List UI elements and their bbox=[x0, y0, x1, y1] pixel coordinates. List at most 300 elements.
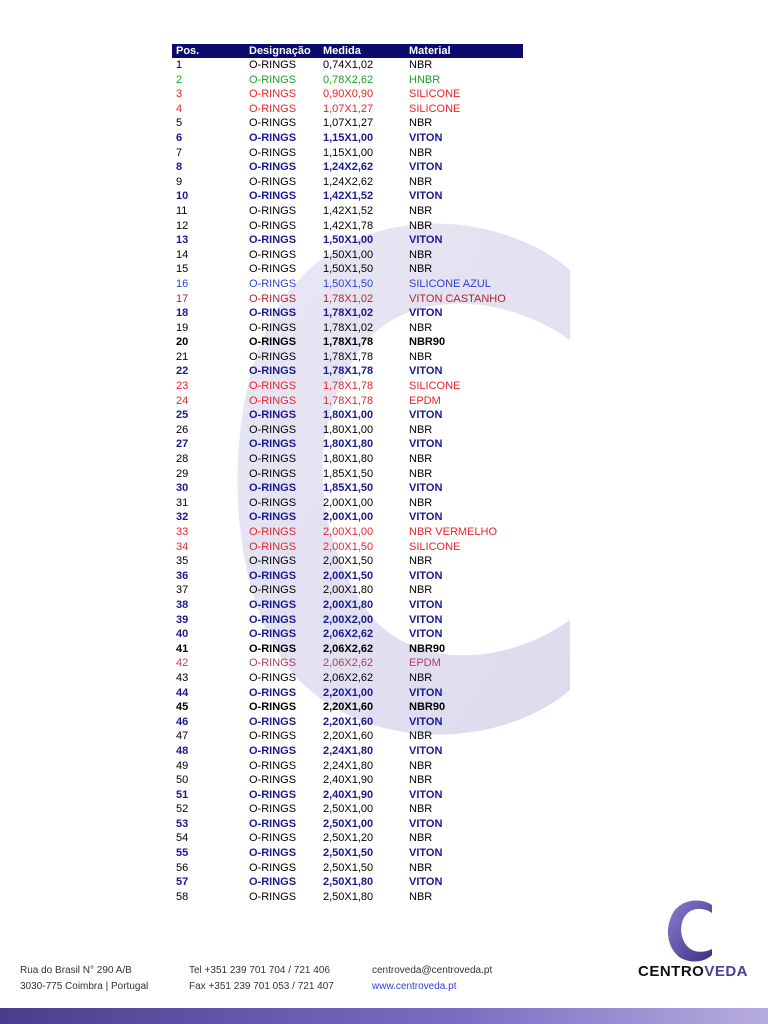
row-pos: 20 bbox=[176, 336, 189, 349]
row-designacao: O-RINGS bbox=[249, 774, 297, 787]
row-designacao: O-RINGS bbox=[249, 102, 297, 115]
row-medida: 1,42X1,52 bbox=[323, 204, 374, 217]
table-row bbox=[172, 364, 523, 379]
row-designacao: O-RINGS bbox=[249, 117, 297, 130]
row-designacao: O-RINGS bbox=[249, 730, 297, 743]
row-designacao: O-RINGS bbox=[249, 277, 297, 290]
row-designacao: O-RINGS bbox=[249, 467, 297, 480]
row-pos: 48 bbox=[176, 744, 189, 757]
row-medida: 1,50X1,50 bbox=[323, 277, 374, 290]
row-designacao: O-RINGS bbox=[249, 380, 297, 393]
table-row bbox=[172, 175, 523, 190]
row-designacao: O-RINGS bbox=[249, 628, 297, 641]
bottom-gradient-bar bbox=[0, 1008, 768, 1024]
row-material: VITON bbox=[409, 715, 443, 728]
table-row bbox=[172, 233, 523, 248]
row-pos: 38 bbox=[176, 598, 189, 611]
table-row bbox=[172, 554, 523, 569]
table-row bbox=[172, 759, 523, 774]
row-pos: 5 bbox=[176, 117, 183, 130]
row-pos: 15 bbox=[176, 263, 189, 276]
row-pos: 18 bbox=[176, 307, 189, 320]
row-medida: 2,50X1,50 bbox=[323, 861, 374, 874]
row-designacao: O-RINGS bbox=[249, 817, 297, 830]
row-material: SILICONE AZUL bbox=[409, 277, 491, 290]
row-medida: 1,78X1,78 bbox=[323, 380, 374, 393]
row-material: SILICONE bbox=[409, 102, 461, 115]
row-designacao: O-RINGS bbox=[249, 321, 297, 334]
row-designacao: O-RINGS bbox=[249, 248, 297, 261]
table-row bbox=[172, 715, 523, 730]
row-material: VITON bbox=[409, 817, 443, 830]
table-row bbox=[172, 423, 523, 438]
table-row bbox=[172, 583, 523, 598]
row-medida: 2,00X1,00 bbox=[323, 496, 374, 509]
table-row bbox=[172, 321, 523, 336]
row-pos: 14 bbox=[176, 248, 189, 261]
row-material: NBR bbox=[409, 730, 433, 743]
table-row bbox=[172, 350, 523, 365]
row-medida: 1,80X1,00 bbox=[323, 409, 374, 422]
row-material: NBR90 bbox=[409, 642, 446, 655]
row-medida: 2,00X1,50 bbox=[323, 569, 374, 582]
table-row bbox=[172, 875, 523, 890]
row-designacao: O-RINGS bbox=[249, 438, 297, 451]
row-pos: 37 bbox=[176, 584, 189, 597]
header-material: Material bbox=[409, 45, 451, 57]
table-row bbox=[172, 642, 523, 657]
centroveda-logo bbox=[628, 899, 758, 989]
row-material: SILICONE bbox=[409, 88, 461, 101]
table-row bbox=[172, 525, 523, 540]
row-pos: 34 bbox=[176, 540, 189, 553]
row-designacao: O-RINGS bbox=[249, 336, 297, 349]
address-line-1: Rua do Brasil N° 290 A/B bbox=[20, 965, 132, 976]
row-medida: 1,42X1,52 bbox=[323, 190, 374, 203]
row-pos: 24 bbox=[176, 394, 189, 407]
row-pos: 16 bbox=[176, 277, 189, 290]
row-material: NBR bbox=[409, 350, 433, 363]
row-material: VITON bbox=[409, 876, 443, 889]
row-material: VITON CASTANHO bbox=[409, 292, 506, 305]
row-designacao: O-RINGS bbox=[249, 263, 297, 276]
row-medida: 1,50X1,50 bbox=[323, 263, 374, 276]
row-medida: 0,78X2,62 bbox=[323, 73, 374, 86]
row-designacao: O-RINGS bbox=[249, 642, 297, 655]
table-row bbox=[172, 131, 523, 146]
row-material: NBR bbox=[409, 803, 433, 816]
row-pos: 22 bbox=[176, 365, 189, 378]
row-pos: 43 bbox=[176, 671, 189, 684]
row-designacao: O-RINGS bbox=[249, 292, 297, 305]
row-material: NBR bbox=[409, 453, 433, 466]
table-row bbox=[172, 73, 523, 88]
table-row bbox=[172, 277, 523, 292]
row-medida: 1,78X1,78 bbox=[323, 365, 374, 378]
row-material: VITON bbox=[409, 438, 443, 451]
row-pos: 8 bbox=[176, 161, 183, 174]
row-material: NBR bbox=[409, 423, 433, 436]
row-pos: 32 bbox=[176, 511, 189, 524]
row-medida: 2,06X2,62 bbox=[323, 671, 374, 684]
row-pos: 49 bbox=[176, 759, 189, 772]
row-material: VITON bbox=[409, 482, 443, 495]
row-medida: 1,80X1,80 bbox=[323, 438, 374, 451]
row-medida: 1,85X1,50 bbox=[323, 467, 374, 480]
row-material: NBR bbox=[409, 555, 433, 568]
row-material: VITON bbox=[409, 365, 443, 378]
row-material: NBR bbox=[409, 861, 433, 874]
logo-c-icon bbox=[666, 899, 714, 963]
row-designacao: O-RINGS bbox=[249, 423, 297, 436]
row-medida: 1,78X1,02 bbox=[323, 307, 374, 320]
row-pos: 54 bbox=[176, 832, 189, 845]
row-material: NBR bbox=[409, 584, 433, 597]
logo-text-veda: VEDA bbox=[704, 963, 749, 980]
row-medida: 2,50X1,00 bbox=[323, 803, 374, 816]
row-medida: 2,40X1,90 bbox=[323, 774, 374, 787]
table-row bbox=[172, 496, 523, 511]
row-medida: 2,20X1,00 bbox=[323, 686, 374, 699]
row-designacao: O-RINGS bbox=[249, 73, 297, 86]
row-pos: 36 bbox=[176, 569, 189, 582]
row-designacao: O-RINGS bbox=[249, 759, 297, 772]
row-medida: 2,24X1,80 bbox=[323, 759, 374, 772]
row-medida: 2,24X1,80 bbox=[323, 744, 374, 757]
row-designacao: O-RINGS bbox=[249, 890, 297, 903]
row-pos: 40 bbox=[176, 628, 189, 641]
row-medida: 2,20X1,60 bbox=[323, 730, 374, 743]
row-medida: 1,07X1,27 bbox=[323, 117, 374, 130]
table-row bbox=[172, 656, 523, 671]
table-row bbox=[172, 686, 523, 701]
table-row bbox=[172, 219, 523, 234]
table-row bbox=[172, 846, 523, 861]
row-designacao: O-RINGS bbox=[249, 598, 297, 611]
row-pos: 44 bbox=[176, 686, 189, 699]
row-pos: 28 bbox=[176, 453, 189, 466]
row-pos: 17 bbox=[176, 292, 189, 305]
row-pos: 9 bbox=[176, 175, 183, 188]
row-designacao: O-RINGS bbox=[249, 88, 297, 101]
row-medida: 1,78X1,02 bbox=[323, 321, 374, 334]
row-medida: 2,20X1,60 bbox=[323, 701, 374, 714]
row-medida: 1,78X1,78 bbox=[323, 350, 374, 363]
row-medida: 1,42X1,78 bbox=[323, 219, 374, 232]
table-row bbox=[172, 613, 523, 628]
row-pos: 19 bbox=[176, 321, 189, 334]
row-material: VITON bbox=[409, 131, 443, 144]
footer-address bbox=[20, 963, 148, 995]
table-row bbox=[172, 394, 523, 409]
row-designacao: O-RINGS bbox=[249, 365, 297, 378]
row-material: NBR bbox=[409, 774, 433, 787]
row-medida: 2,50X1,80 bbox=[323, 876, 374, 889]
row-medida: 1,78X1,78 bbox=[323, 394, 374, 407]
table-row bbox=[172, 116, 523, 131]
row-material: NBR bbox=[409, 890, 433, 903]
row-pos: 6 bbox=[176, 131, 183, 144]
footer-phone bbox=[189, 963, 334, 995]
row-medida: 2,00X1,00 bbox=[323, 511, 374, 524]
logo-wordmark bbox=[628, 963, 758, 980]
row-designacao: O-RINGS bbox=[249, 175, 297, 188]
row-pos: 58 bbox=[176, 890, 189, 903]
address-line-2: 3030-775 Coimbra | Portugal bbox=[20, 981, 149, 992]
row-material: VITON bbox=[409, 686, 443, 699]
row-medida: 2,06X2,62 bbox=[323, 642, 374, 655]
row-designacao: O-RINGS bbox=[249, 861, 297, 874]
row-designacao: O-RINGS bbox=[249, 569, 297, 582]
row-material: NBR bbox=[409, 175, 433, 188]
row-medida: 1,50X1,00 bbox=[323, 234, 374, 247]
table-row bbox=[172, 598, 523, 613]
row-material: NBR bbox=[409, 496, 433, 509]
o-rings-table bbox=[172, 44, 523, 904]
table-row bbox=[172, 87, 523, 102]
row-medida: 1,24X2,62 bbox=[323, 175, 374, 188]
row-designacao: O-RINGS bbox=[249, 715, 297, 728]
row-medida: 2,00X1,80 bbox=[323, 598, 374, 611]
row-medida: 2,00X1,80 bbox=[323, 584, 374, 597]
row-medida: 1,24X2,62 bbox=[323, 161, 374, 174]
row-medida: 2,00X1,50 bbox=[323, 555, 374, 568]
tel-line: Tel +351 239 701 704 / 721 406 bbox=[189, 965, 330, 976]
row-designacao: O-RINGS bbox=[249, 496, 297, 509]
row-pos: 57 bbox=[176, 876, 189, 889]
row-medida: 2,00X1,00 bbox=[323, 526, 374, 538]
row-material: VITON bbox=[409, 569, 443, 582]
row-pos: 56 bbox=[176, 861, 189, 874]
table-row bbox=[172, 831, 523, 846]
row-designacao: O-RINGS bbox=[249, 204, 297, 217]
table-row bbox=[172, 379, 523, 394]
table-row bbox=[172, 729, 523, 744]
row-pos: 55 bbox=[176, 847, 189, 860]
table-row bbox=[172, 890, 523, 905]
table-row bbox=[172, 437, 523, 452]
row-medida: 2,06X2,62 bbox=[323, 628, 374, 641]
row-medida: 1,78X1,78 bbox=[323, 336, 374, 349]
row-designacao: O-RINGS bbox=[249, 744, 297, 757]
row-material: NBR bbox=[409, 146, 433, 159]
row-pos: 12 bbox=[176, 219, 189, 232]
row-material: EPDM bbox=[409, 657, 441, 670]
table-row bbox=[172, 58, 523, 73]
row-pos: 2 bbox=[176, 73, 183, 86]
row-medida: 2,00X1,50 bbox=[323, 540, 374, 553]
row-pos: 1 bbox=[176, 59, 183, 71]
table-row bbox=[172, 204, 523, 219]
row-designacao: O-RINGS bbox=[249, 350, 297, 363]
row-material: NBR90 bbox=[409, 701, 446, 714]
table-row bbox=[172, 102, 523, 117]
row-material: VITON bbox=[409, 190, 443, 203]
row-designacao: O-RINGS bbox=[249, 876, 297, 889]
row-designacao: O-RINGS bbox=[249, 832, 297, 845]
row-pos: 45 bbox=[176, 701, 189, 714]
row-medida: 2,40X1,90 bbox=[323, 788, 374, 801]
row-designacao: O-RINGS bbox=[249, 526, 297, 538]
row-material: VITON bbox=[409, 307, 443, 320]
table-row bbox=[172, 802, 523, 817]
table-row bbox=[172, 306, 523, 321]
row-pos: 27 bbox=[176, 438, 189, 451]
row-material: VITON bbox=[409, 613, 443, 626]
row-medida: 2,50X1,80 bbox=[323, 890, 374, 903]
table-row bbox=[172, 671, 523, 686]
row-medida: 2,00X2,00 bbox=[323, 613, 374, 626]
table-row bbox=[172, 569, 523, 584]
website-link[interactable]: www.centroveda.pt bbox=[372, 981, 457, 992]
row-material: VITON bbox=[409, 511, 443, 524]
row-material: NBR bbox=[409, 219, 433, 232]
table-row bbox=[172, 744, 523, 759]
row-designacao: O-RINGS bbox=[249, 307, 297, 320]
email-link[interactable]: centroveda@centroveda.pt bbox=[372, 965, 493, 976]
row-designacao: O-RINGS bbox=[249, 584, 297, 597]
row-designacao: O-RINGS bbox=[249, 511, 297, 524]
table-row bbox=[172, 773, 523, 788]
row-medida: 2,50X1,20 bbox=[323, 832, 374, 845]
row-pos: 47 bbox=[176, 730, 189, 743]
row-designacao: O-RINGS bbox=[249, 540, 297, 553]
row-medida: 1,15X1,00 bbox=[323, 146, 374, 159]
row-designacao: O-RINGS bbox=[249, 190, 297, 203]
header-designacao: Designação bbox=[249, 45, 311, 57]
row-pos: 3 bbox=[176, 88, 183, 101]
row-designacao: O-RINGS bbox=[249, 788, 297, 801]
header-medida: Medida bbox=[323, 45, 361, 57]
row-medida: 2,50X1,00 bbox=[323, 817, 374, 830]
table-row bbox=[172, 248, 523, 263]
row-designacao: O-RINGS bbox=[249, 555, 297, 568]
table-row bbox=[172, 189, 523, 204]
row-material: NBR bbox=[409, 263, 433, 276]
row-designacao: O-RINGS bbox=[249, 686, 297, 699]
row-material: VITON bbox=[409, 161, 443, 174]
row-designacao: O-RINGS bbox=[249, 409, 297, 422]
row-pos: 52 bbox=[176, 803, 189, 816]
table-row bbox=[172, 146, 523, 161]
table-row bbox=[172, 262, 523, 277]
row-pos: 46 bbox=[176, 715, 189, 728]
table-row bbox=[172, 627, 523, 642]
header-pos: Pos. bbox=[176, 45, 200, 57]
row-medida: 1,07X1,27 bbox=[323, 102, 374, 115]
row-designacao: O-RINGS bbox=[249, 453, 297, 466]
row-pos: 21 bbox=[176, 350, 189, 363]
row-designacao: O-RINGS bbox=[249, 482, 297, 495]
row-material: SILICONE bbox=[409, 540, 461, 553]
row-designacao: O-RINGS bbox=[249, 671, 297, 684]
row-pos: 53 bbox=[176, 817, 189, 830]
row-material: NBR bbox=[409, 59, 433, 71]
row-pos: 31 bbox=[176, 496, 189, 509]
row-medida: 1,80X1,00 bbox=[323, 423, 374, 436]
row-medida: 2,50X1,50 bbox=[323, 847, 374, 860]
row-material: NBR bbox=[409, 248, 433, 261]
row-medida: 1,15X1,00 bbox=[323, 131, 374, 144]
row-designacao: O-RINGS bbox=[249, 234, 297, 247]
row-pos: 33 bbox=[176, 526, 189, 538]
table-row bbox=[172, 292, 523, 307]
row-material: NBR bbox=[409, 671, 433, 684]
row-medida: 2,06X2,62 bbox=[323, 657, 374, 670]
row-pos: 7 bbox=[176, 146, 183, 159]
row-medida: 2,20X1,60 bbox=[323, 715, 374, 728]
row-medida: 1,50X1,00 bbox=[323, 248, 374, 261]
row-medida: 1,85X1,50 bbox=[323, 482, 374, 495]
table-row bbox=[172, 408, 523, 423]
row-medida: 0,74X1,02 bbox=[323, 59, 374, 71]
row-material: NBR bbox=[409, 117, 433, 130]
row-material: NBR bbox=[409, 832, 433, 845]
row-designacao: O-RINGS bbox=[249, 847, 297, 860]
row-material: NBR bbox=[409, 759, 433, 772]
row-designacao: O-RINGS bbox=[249, 701, 297, 714]
row-pos: 23 bbox=[176, 380, 189, 393]
row-designacao: O-RINGS bbox=[249, 131, 297, 144]
row-pos: 13 bbox=[176, 234, 189, 247]
table-body bbox=[172, 58, 523, 904]
logo-text-centro: CENTRO bbox=[637, 963, 705, 980]
table-row bbox=[172, 817, 523, 832]
row-material: EPDM bbox=[409, 394, 441, 407]
row-designacao: O-RINGS bbox=[249, 803, 297, 816]
table-row bbox=[172, 481, 523, 496]
row-pos: 29 bbox=[176, 467, 189, 480]
row-pos: 42 bbox=[176, 657, 189, 670]
row-pos: 51 bbox=[176, 788, 189, 801]
row-pos: 26 bbox=[176, 423, 189, 436]
row-pos: 39 bbox=[176, 613, 189, 626]
footer-contact bbox=[372, 963, 492, 995]
table-row bbox=[172, 160, 523, 175]
table-row bbox=[172, 861, 523, 876]
fax-line: Fax +351 239 701 053 / 721 407 bbox=[189, 981, 334, 992]
table-header bbox=[172, 44, 523, 58]
table-row bbox=[172, 452, 523, 467]
row-designacao: O-RINGS bbox=[249, 613, 297, 626]
row-pos: 4 bbox=[176, 102, 183, 115]
row-material: VITON bbox=[409, 234, 443, 247]
row-medida: 0,90X0,90 bbox=[323, 88, 374, 101]
row-designacao: O-RINGS bbox=[249, 394, 297, 407]
row-material: VITON bbox=[409, 788, 443, 801]
row-material: HNBR bbox=[409, 73, 441, 86]
row-designacao: O-RINGS bbox=[249, 219, 297, 232]
table-row bbox=[172, 788, 523, 803]
row-designacao: O-RINGS bbox=[249, 146, 297, 159]
row-designacao: O-RINGS bbox=[249, 161, 297, 174]
row-material: NBR bbox=[409, 321, 433, 334]
table-row bbox=[172, 335, 523, 350]
row-material: VITON bbox=[409, 744, 443, 757]
row-material: VITON bbox=[409, 847, 443, 860]
row-pos: 35 bbox=[176, 555, 189, 568]
row-material: NBR bbox=[409, 204, 433, 217]
row-medida: 1,78X1,02 bbox=[323, 292, 374, 305]
table-row bbox=[172, 540, 523, 555]
row-material: NBR bbox=[409, 467, 433, 480]
row-material: VITON bbox=[409, 628, 443, 641]
row-pos: 50 bbox=[176, 774, 189, 787]
row-medida: 1,80X1,80 bbox=[323, 453, 374, 466]
row-pos: 25 bbox=[176, 409, 189, 422]
row-designacao: O-RINGS bbox=[249, 59, 297, 71]
table-row bbox=[172, 467, 523, 482]
